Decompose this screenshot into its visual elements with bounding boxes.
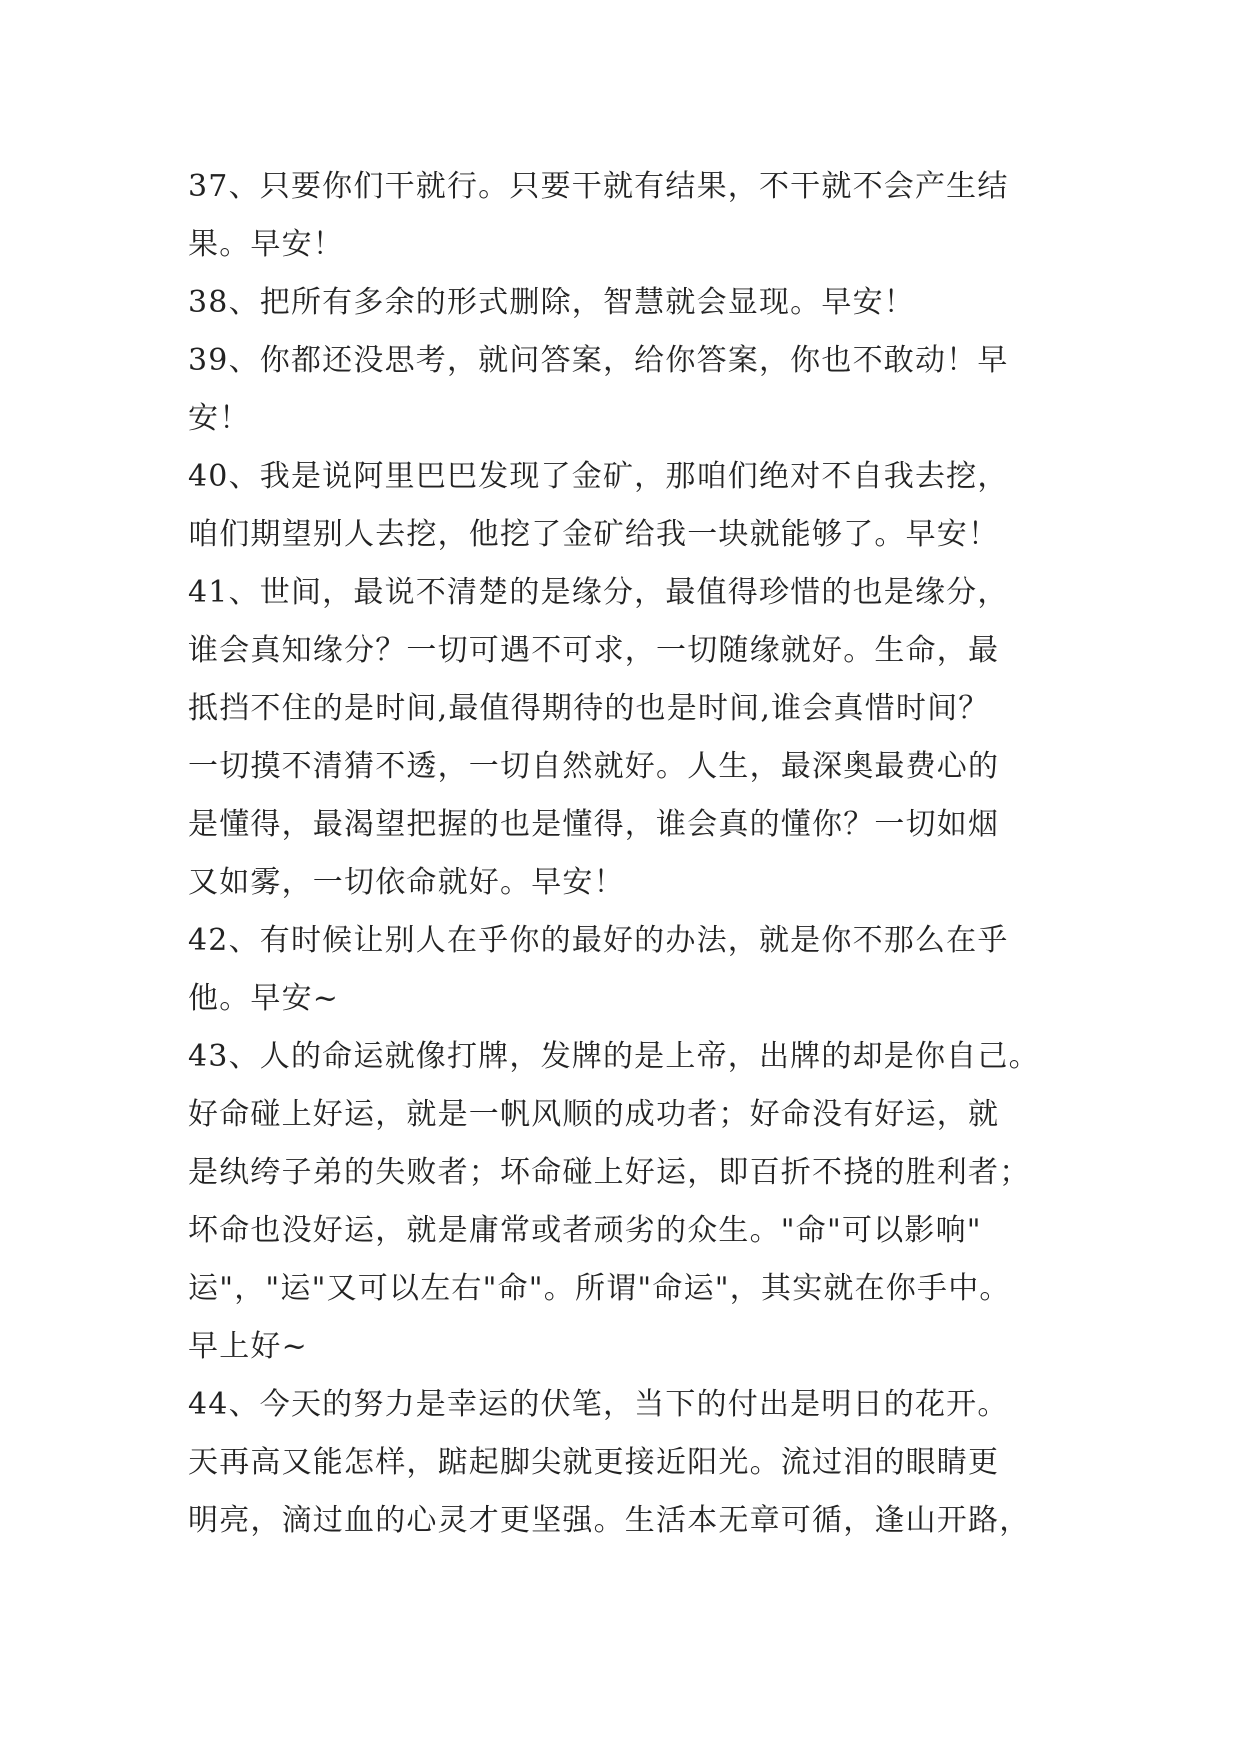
text-line: 抵挡不住的是时间,最值得期待的也是时间,谁会真惜时间？ (188, 691, 990, 726)
text-line: 44、今天的努力是幸运的伏笔，当下的付出是明日的花开。 (188, 1387, 1009, 1422)
text-line: 41、世间，最说不清楚的是缘分，最值得珍惜的也是缘分， (188, 575, 1009, 610)
text-line: 43、人的命运就像打牌，发牌的是上帝，出牌的却是你自己。 (188, 1039, 1040, 1074)
text-line: 安！ (188, 401, 251, 436)
text-line: 37、只要你们干就行。只要干就有结果，不干就不会产生结 (188, 169, 1009, 204)
text-line: 一切摸不清猜不透，一切自然就好。人生，最深奥最费心的 (188, 749, 1000, 784)
text-line: 38、把所有多余的形式删除，智慧就会显现。早安！ (188, 285, 915, 320)
text-line: 天再高又能怎样，踮起脚尖就更接近阳光。流过泪的眼睛更 (188, 1445, 1000, 1480)
text-line: 是懂得，最渴望把握的也是懂得，谁会真的懂你？一切如烟 (188, 807, 1000, 842)
text-line: 是纨绔子弟的失败者；坏命碰上好运，即百折不挠的胜利者； (188, 1155, 1031, 1190)
text-line: 他。早安~ (188, 981, 340, 1016)
text-line: 42、有时候让别人在乎你的最好的办法，就是你不那么在乎 (188, 923, 1009, 958)
text-line: 早上好~ (188, 1329, 308, 1364)
text-line: 咱们期望别人去挖，他挖了金矿给我一块就能够了。早安！ (188, 517, 1000, 552)
text-line: 又如雾，一切依命就好。早安！ (188, 865, 625, 900)
text-line: 果。早安！ (188, 227, 344, 262)
text-line: 谁会真知缘分？一切可遇不可求，一切随缘就好。生命，最 (188, 633, 1000, 668)
document-body (188, 158, 1058, 1550)
text-line: 39、你都还没思考，就问答案，给你答案，你也不敢动！早 (188, 343, 1009, 378)
text-line: 运"，"运"又可以左右"命"。所谓"命运"，其实就在你手中。 (188, 1271, 1011, 1306)
text-line: 40、我是说阿里巴巴发现了金矿，那咱们绝对不自我去挖， (188, 459, 1009, 494)
text-line: 好命碰上好运，就是一帆风顺的成功者；好命没有好运，就 (188, 1097, 1000, 1132)
text-line: 坏命也没好运，就是庸常或者顽劣的众生。"命"可以影响" (188, 1213, 982, 1248)
text-line: 明亮，滴过血的心灵才更坚强。生活本无章可循，逢山开路， (188, 1503, 1031, 1538)
